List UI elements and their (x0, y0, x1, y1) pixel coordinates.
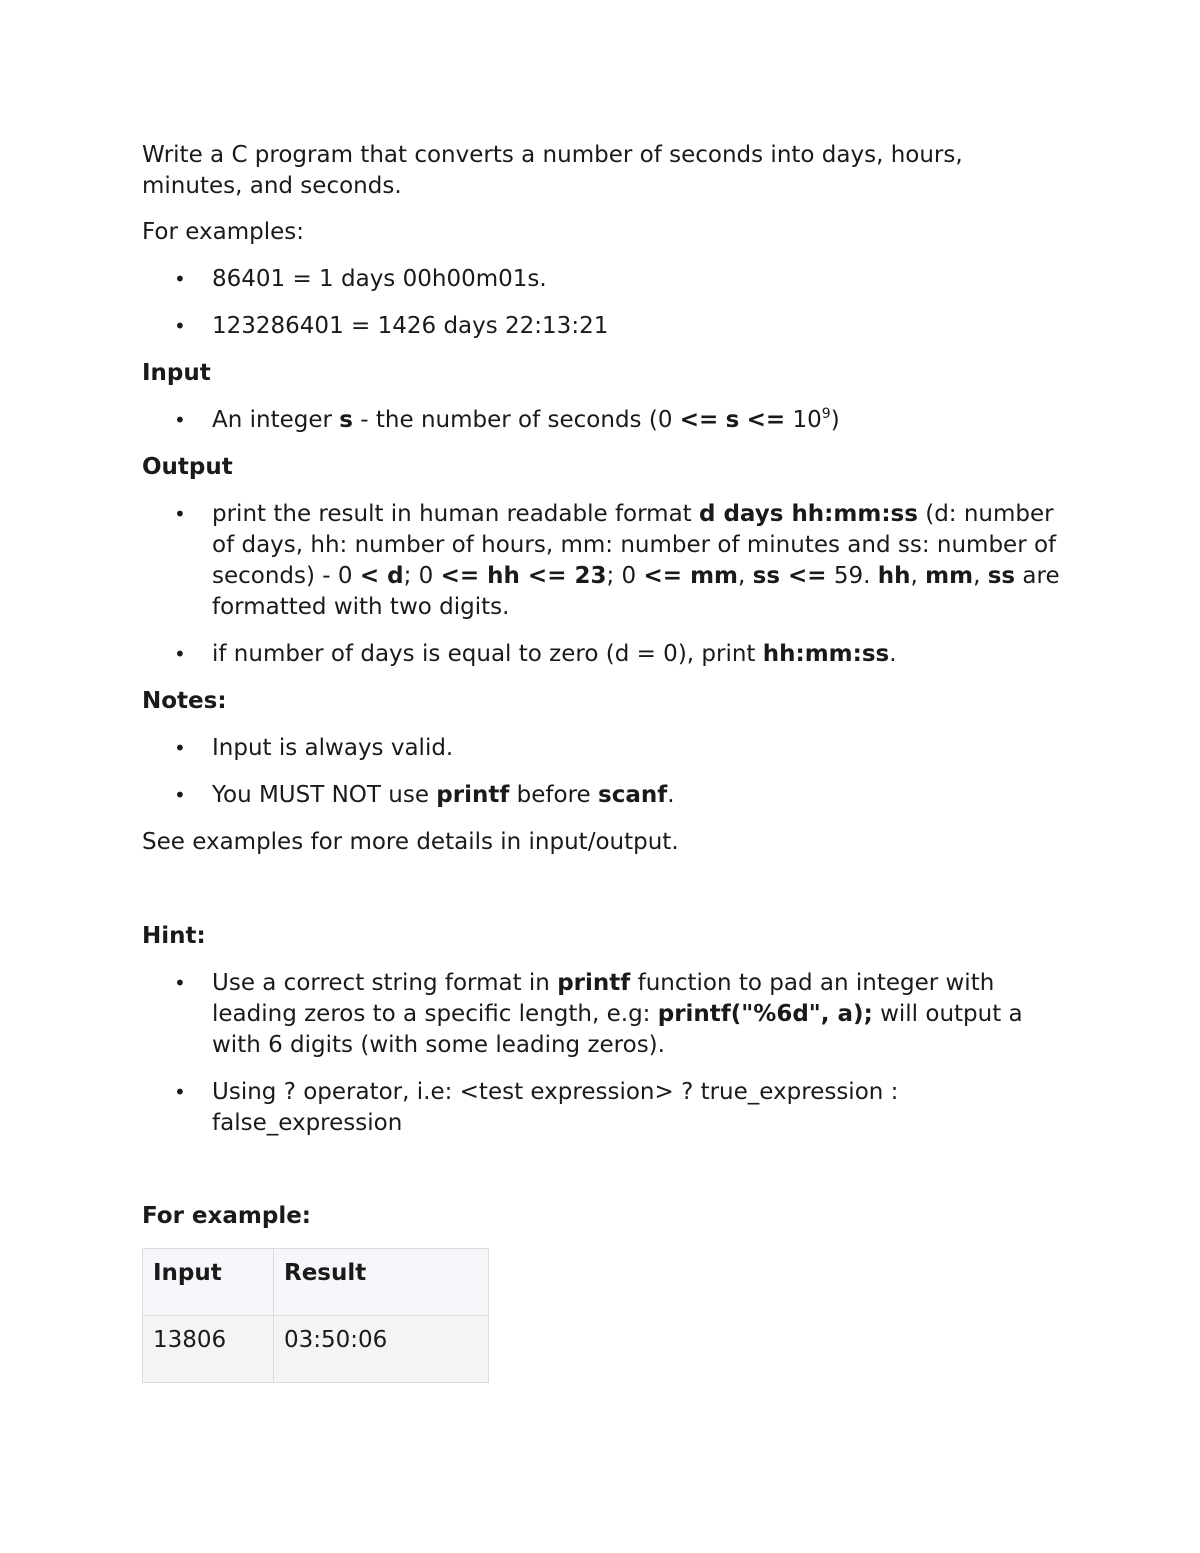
exponent: 9 (821, 406, 831, 422)
output-item: • print the result in human readable format d days hh:mm:ss (d: number of days, hh: number of hours, mm: number of minutes and ss: number of seconds) - 0 < d; 0 <= hh <= 23; 0 <= mm, ss <= 59. hh, mm, ss are formatted with two digits. (142, 499, 1062, 623)
see-examples-text: See examples for more details in input/output. (142, 829, 679, 855)
output-list (142, 499, 1062, 670)
column-header: Input (143, 1249, 274, 1316)
notes-heading: Notes: (142, 688, 227, 714)
input-heading: Input (142, 360, 211, 386)
problem-statement (142, 140, 1062, 1383)
output-heading: Output (142, 454, 233, 480)
table-cell: 13806 (143, 1316, 274, 1383)
hint-item: • Use a correct string format in printf function to pad an integer with leading zeros to a specific length, e.g: printf("%6d", a); will output a with 6 digits (with some leading zeros). (142, 968, 1062, 1061)
for-example-heading: For example: (142, 1203, 311, 1229)
hint-item: • Using ? operator, i.e: <test expression> ? true_expression : false_expression (142, 1077, 1062, 1139)
notes-list (142, 733, 1062, 811)
table-header-row (143, 1249, 489, 1316)
input-list (142, 405, 1062, 436)
example-item: • 86401 = 1 days 00h00m01s. (142, 264, 1062, 295)
note-item: • Input is always valid. (142, 733, 1062, 764)
examples-list (142, 264, 1062, 342)
examples-intro: For examples: (142, 219, 304, 245)
example-item: • 123286401 = 1426 days 22:13:21 (142, 311, 1062, 342)
hints-list (142, 968, 1062, 1139)
note-item: • You MUST NOT use printf before scanf. (142, 780, 1062, 811)
hint-heading: Hint: (142, 923, 206, 949)
table-cell: 03:50:06 (274, 1316, 489, 1383)
intro-paragraph: Write a C program that converts a number of seconds into days, hours, minutes, and seconds. (142, 142, 963, 199)
column-header: Result (274, 1249, 489, 1316)
output-item: • if number of days is equal to zero (d = 0), print hh:mm:ss. (142, 639, 1062, 670)
table-row (143, 1316, 489, 1383)
input-item: • An integer s - the number of seconds $(0 <= s <= 10^9)$ (142, 405, 1062, 436)
examples-table (142, 1248, 489, 1383)
